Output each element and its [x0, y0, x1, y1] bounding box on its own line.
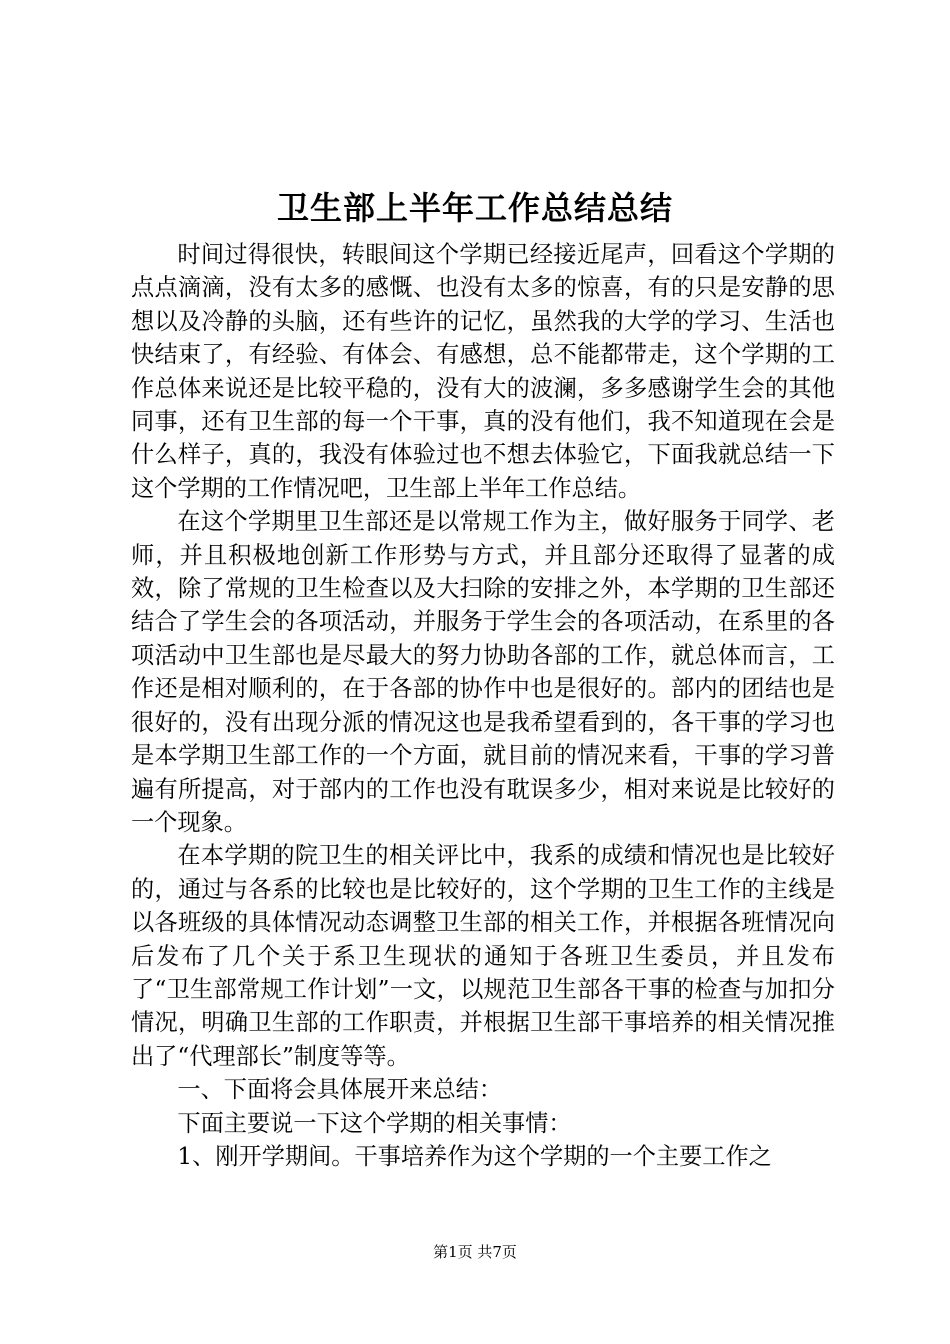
- page-number-footer: 第1页 共7页: [433, 1243, 517, 1261]
- section-heading: 一、下面将会具体展开来总结：: [177, 1076, 503, 1104]
- paragraph: 在本学期的院卫生的相关评比中，我系的成绩和情况也是比较好的，通过与各系的比较也是比较好的，这个学期的卫生工作的主线是以各班级的具体情况动态调整卫生部的相关工作，并根据各班情况向后发布了几个关于系卫生现状的通知于各班卫生委员，并且发布了“卫生部常规工作计划”一文，以规范卫生部各干事的检查与加扣分情况，明确卫生部的工作职责，并根据卫生部干事培养的相关情况推出了“代理部长”制度等等。: [131, 842, 835, 1070]
- paragraph: 下面主要说一下这个学期的相关事情：: [177, 1109, 572, 1137]
- document-body: [131, 238, 835, 1173]
- paragraph: 时间过得很快，转眼间这个学期已经接近尾声，回看这个学期的点点滴滴，没有太多的感慨、也没有太多的惊喜，有的只是安静的思想以及冷静的头脑，还有些许的记忆，虽然我的大学的学习、生活也快结束了，有经验、有体会、有感想，总不能都带走，这个学期的工作总体来说还是比较平稳的，没有大的波澜，多多感谢学生会的其他同事，还有卫生部的每一个干事，真的没有他们，我不知道现在会是什么样子，真的，我没有体验过也不想去体验它，下面我就总结一下这个学期的工作情况吧，卫生部上半年工作总结。: [131, 241, 835, 502]
- document-title: 卫生部上半年工作总结总结: [276, 189, 673, 227]
- paragraph: 在这个学期里卫生部还是以常规工作为主，做好服务于同学、老师，并且积极地创新工作形势与方式，并且部分还取得了显著的成效，除了常规的卫生检查以及大扫除的安排之外，本学期的卫生部还结合了学生会的各项活动，并服务于学生会的各项活动，在系里的各项活动中卫生部也是尽最大的努力协助各部的工作，就总体而言，工作还是相对顺利的，在于各部的协作中也是很好的。部内的团结也是很好的，没有出现分派的情况这也是我希望看到的，各干事的学习也是本学期卫生部工作的一个方面，就目前的情况来看，干事的学习普遍有所提高，对于部内的工作也没有耽误多少，相对来说是比较好的一个现象。: [131, 508, 835, 836]
- list-item: 1、刚开学期间。干事培养作为这个学期的一个主要工作之: [177, 1142, 772, 1170]
